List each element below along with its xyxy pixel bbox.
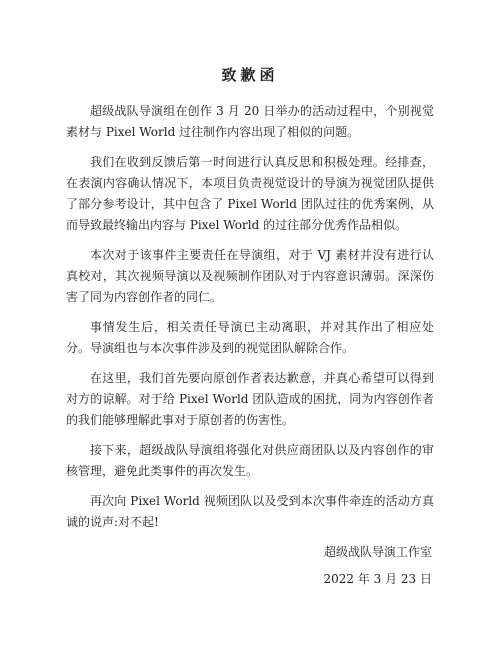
paragraph-3: 本次对于该事件主要责任在导演组，对于 VJ 素材并没有进行认真校对，其次视频导演以及视频制作团队对于内容意识薄弱。深深伤害了同为内容创作者的同仁。 <box>66 248 434 304</box>
letter-title: 致歉函 <box>221 66 279 84</box>
paragraph-5: 在这里，我们首先要向原创作者表达歉意，并真心希望可以得到对方的谅解。对于给 Pixel World 团队造成的困扰，同为内容创作者的我们能够理解此事对于原创者的伤害性。 <box>66 371 434 427</box>
paragraph-7: 再次向 Pixel World 视频团队以及受到本次事件牵连的活动方真诚的说声:对不起! <box>66 494 434 529</box>
letter-date: 2022 年 3 月 23 日 <box>323 572 432 586</box>
paragraph-6: 接下来，超级战队导演组将强化对供应商团队以及内容创作的审核管理，避免此类事件的再次发生。 <box>66 443 434 478</box>
paragraph-1: 超级战队导演组在创作 3 月 20 日举办的活动过程中，个别视觉素材与 Pixel World 过往制作内容出现了相似的问题。 <box>66 104 434 139</box>
signature: 超级战队导演工作室 <box>323 545 432 559</box>
paragraph-4: 事情发生后，相关责任导演已主动离职，并对其作出了相应处分。导演组也与本次事件涉及到的视觉团队解除合作。 <box>66 320 434 355</box>
paragraph-2: 我们在收到反馈后第一时间进行认真反思和积极处理。经排查，在表演内容确认情况下，本项目负责视觉设计的导演为视觉团队提供了部分参考设计，其中包含了 Pixel World 团队过往的优秀案例，从而导致最终输出内容与 Pixel World 的过往部分优秀作品相似。 <box>66 155 434 232</box>
